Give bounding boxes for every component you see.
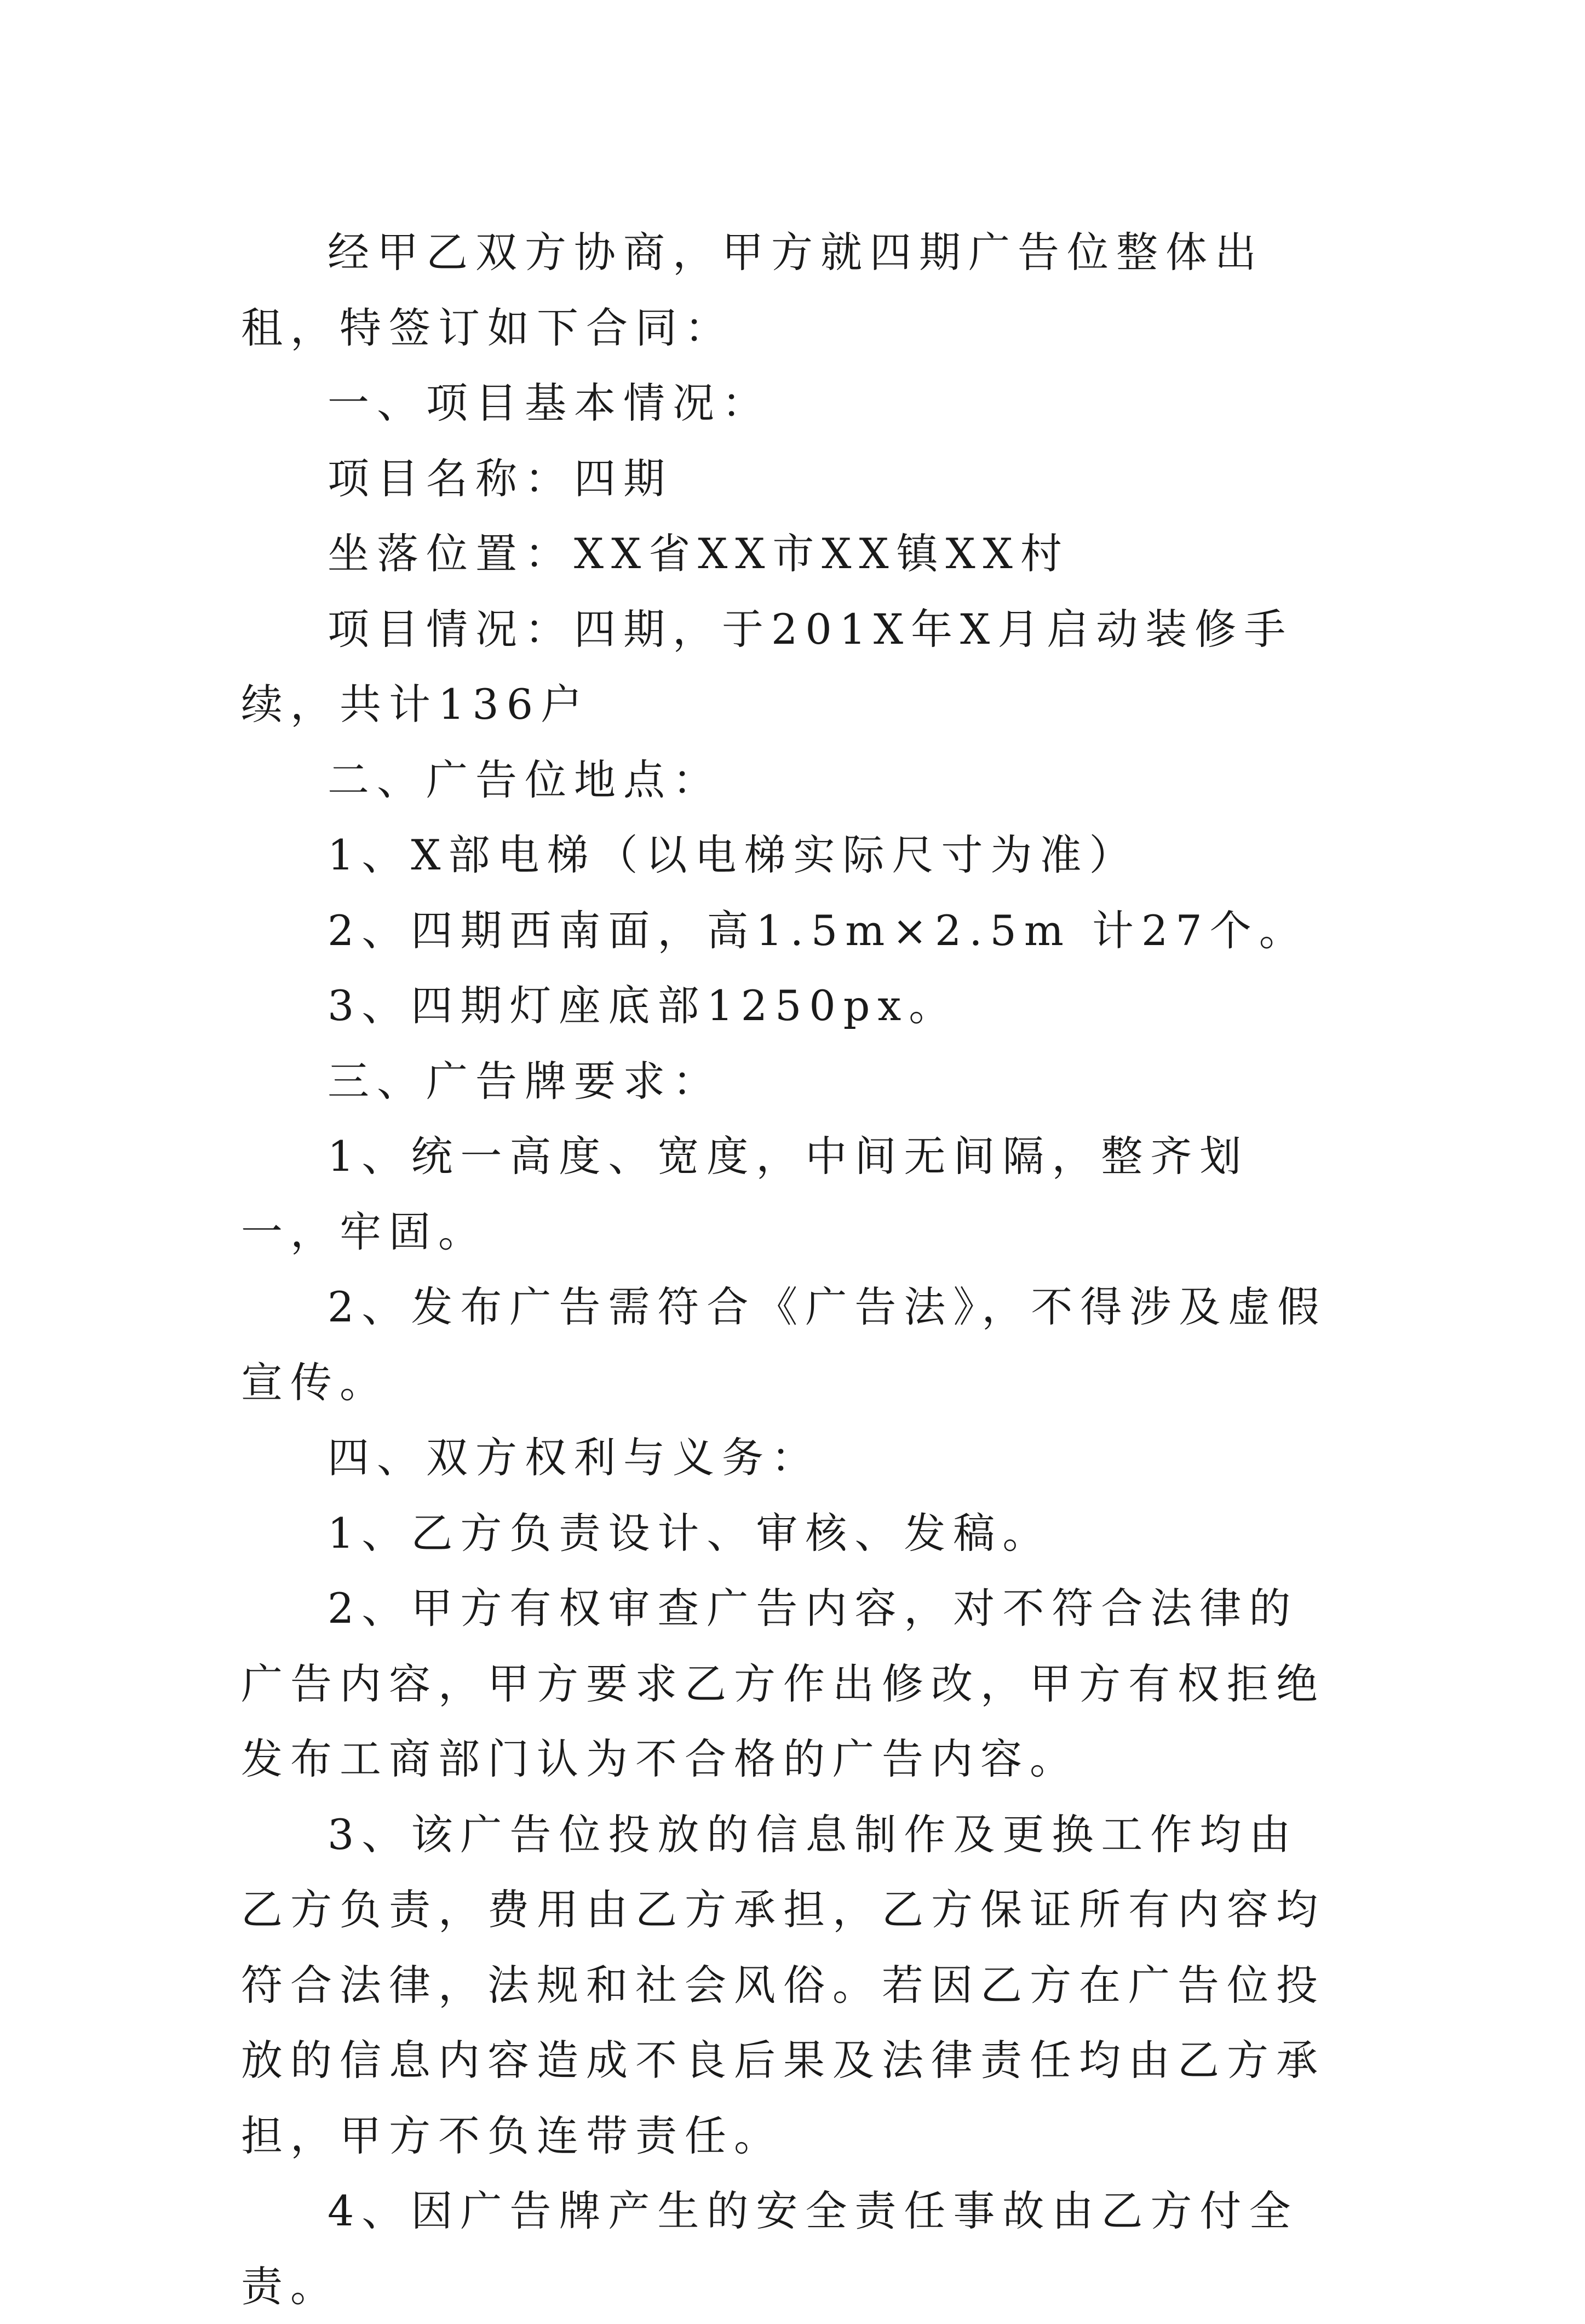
section-heading-billboard-requirements: 三、广告牌要求： (328, 1056, 722, 1106)
paragraph-location: 坐落位置：XX省XX市XX镇XX村 (328, 529, 1070, 578)
list-item-ad-law: 2、发布广告需符合《广告法》，不得涉及虚假宣传。 (241, 1283, 1327, 1407)
section-heading-project-basics: 一、项目基本情况： (328, 379, 771, 427)
paragraph-intro: 经甲乙双方协商，甲方就四期广告位整体出租，特签订如下合同： (241, 228, 1264, 352)
document-body (241, 215, 1336, 2324)
list-item-lamp-base: 3、四期灯座底部1250px。 (328, 981, 958, 1030)
section-heading-ad-locations: 二、广告位地点： (328, 755, 722, 804)
list-item-party-b-design: 1、乙方负责设计、审核、发稿。 (328, 1508, 1052, 1558)
list-item-party-b-responsibility: 3、该广告位投放的信息制作及更换工作均由乙方负责，费用由乙方承担，乙方保证所有内容均符合法律，法规和社会风俗。若因乙方在广告位投放的信息内容造成不良后果及法律责任均由乙方承担，甲方不负连带责任。 (241, 1810, 1325, 2160)
list-item-uniform-size: 1、统一高度、宽度，中间无间隔，整齐划一，牢固。 (241, 1132, 1249, 1256)
list-item-safety-liability: 4、因广告牌产生的安全责任事故由乙方付全责。 (241, 2186, 1299, 2311)
section-heading-rights-obligations: 四、双方权利与义务： (328, 1433, 820, 1482)
list-item-party-a-review: 2、甲方有权审查广告内容，对不符合法律的广告内容，甲方要求乙方作出修改，甲方有权拒绝发布工商部门认为不合格的广告内容。 (241, 1584, 1325, 1783)
paragraph-project-status: 项目情况：四期，于201X年X月启动装修手续，共计136户 (241, 604, 1294, 729)
list-item-elevator: 1、X部电梯（以电梯实际尺寸为准） (328, 831, 1139, 879)
paragraph-project-name: 项目名称：四期 (328, 454, 673, 503)
list-item-southwest-face: 2、四期西南面，高1.5m×2.5m 计27个。 (328, 906, 1308, 955)
